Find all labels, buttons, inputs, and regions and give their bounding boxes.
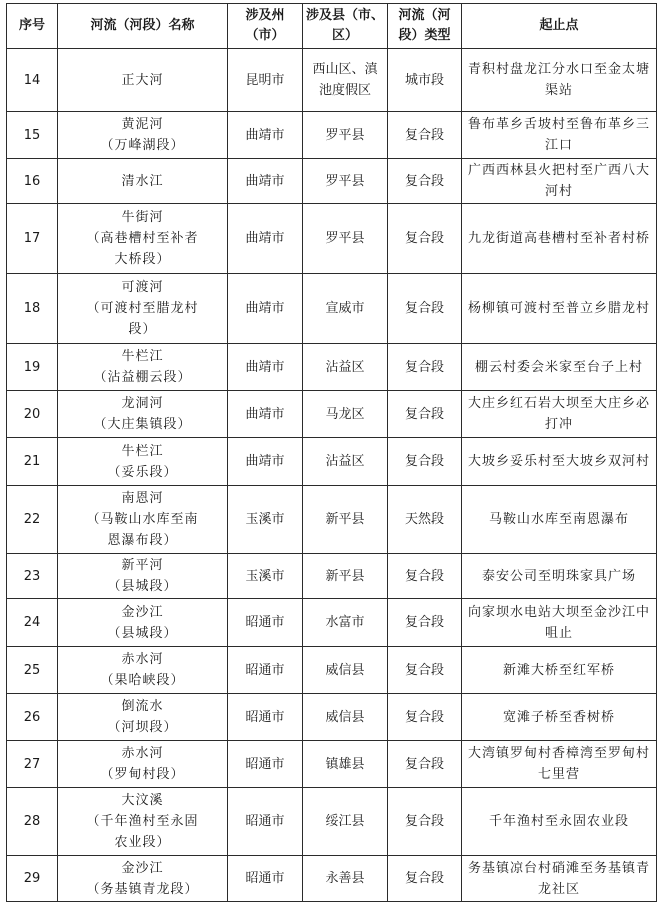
county-cell: 宣威市 xyxy=(303,274,388,344)
river-name-line: 可渡河 xyxy=(121,280,164,295)
prefecture-cell: 昭通市 xyxy=(228,856,303,902)
prefecture-cell: 昆明市 xyxy=(228,49,303,112)
table-row xyxy=(7,554,657,599)
table-row xyxy=(7,438,657,486)
row-index: 14 xyxy=(7,49,58,112)
river-name-line: （县城段） xyxy=(107,625,178,641)
start-end-cell: 大湾镇罗甸村香樟湾至罗甸村七里营 xyxy=(462,741,657,788)
county-cell: 罗平县 xyxy=(303,204,388,274)
county-cell: 新平县 xyxy=(303,554,388,599)
river-name-line: 清水江 xyxy=(121,173,164,189)
start-end-cell: 泰安公司至明珠家具广场 xyxy=(462,554,657,599)
table-row xyxy=(7,49,657,112)
river-name-line: （马鞍山水库至南 xyxy=(86,512,199,527)
river-name xyxy=(58,554,228,599)
river-name-line: 倒流水 xyxy=(121,699,164,714)
table-row xyxy=(7,856,657,902)
river-name-line: （务基镇青龙段） xyxy=(86,881,199,897)
table-row xyxy=(7,344,657,391)
table-header-row xyxy=(7,4,657,49)
prefecture-cell: 玉溪市 xyxy=(228,486,303,554)
river-name-line: （罗甸村段） xyxy=(100,767,185,782)
row-index: 22 xyxy=(7,486,58,554)
river-name-line: 龙洞河 xyxy=(121,396,164,411)
county-cell: 沾益区 xyxy=(303,438,388,486)
row-index: 23 xyxy=(7,554,58,599)
start-end-cell: 青积村盘龙江分水口至金太塘渠站 xyxy=(462,49,657,112)
header-type: 河流（河段）类型 xyxy=(388,4,462,49)
segment-type-cell: 复合段 xyxy=(388,694,462,741)
segment-type-cell: 复合段 xyxy=(388,599,462,647)
table-row xyxy=(7,112,657,159)
river-name-line: 大汶溪 xyxy=(121,793,164,808)
prefecture-cell: 曲靖市 xyxy=(228,159,303,204)
header-prefecture: 涉及州（市） xyxy=(228,4,303,49)
prefecture-cell: 昭通市 xyxy=(228,599,303,647)
start-end-cell: 向家坝水电站大坝至金沙江中咀止 xyxy=(462,599,657,647)
segment-type-cell: 复合段 xyxy=(388,438,462,486)
row-index: 24 xyxy=(7,599,58,647)
start-end-cell: 杨柳镇可渡村至普立乡腊龙村 xyxy=(462,274,657,344)
river-name-line: （妥乐段） xyxy=(107,464,178,480)
segment-type-cell: 城市段 xyxy=(388,49,462,112)
river-name-line: （县城段） xyxy=(107,579,178,594)
start-end-cell: 鲁布革乡舌坡村至鲁布革乡三江口 xyxy=(462,112,657,159)
segment-type-cell: 复合段 xyxy=(388,788,462,856)
table-row xyxy=(7,159,657,204)
river-name-line: 赤水河 xyxy=(121,652,164,667)
river-name-line: 赤水河 xyxy=(121,746,164,761)
header-county: 涉及县（市、区） xyxy=(303,4,388,49)
river-name-line: 牛栏江 xyxy=(121,443,164,459)
table-row xyxy=(7,788,657,856)
row-index: 28 xyxy=(7,788,58,856)
segment-type-cell: 复合段 xyxy=(388,159,462,204)
prefecture-cell: 昭通市 xyxy=(228,694,303,741)
county-cell: 水富市 xyxy=(303,599,388,647)
county-cell: 威信县 xyxy=(303,694,388,741)
segment-type-cell: 复合段 xyxy=(388,856,462,902)
table-row xyxy=(7,274,657,344)
segment-type-cell: 天然段 xyxy=(388,486,462,554)
river-segment-table xyxy=(6,3,657,902)
river-name-line: （河坝段） xyxy=(107,720,178,735)
start-end-cell: 棚云村委会米家至台子上村 xyxy=(462,344,657,391)
prefecture-cell: 曲靖市 xyxy=(228,391,303,438)
river-name xyxy=(58,274,228,344)
start-end-cell: 大坡乡妥乐村至大坡乡双河村 xyxy=(462,438,657,486)
river-name-line: 正大河 xyxy=(121,72,164,88)
river-name-line: 段） xyxy=(128,322,157,337)
river-name-line: （大庄集镇段） xyxy=(93,417,192,432)
prefecture-cell: 玉溪市 xyxy=(228,554,303,599)
river-name-line: 牛街河 xyxy=(121,210,164,225)
county-cell: 新平县 xyxy=(303,486,388,554)
prefecture-cell: 昭通市 xyxy=(228,788,303,856)
river-name-line: 金沙江 xyxy=(121,860,164,876)
river-name-line: 农业段） xyxy=(114,835,171,850)
segment-type-cell: 复合段 xyxy=(388,647,462,694)
river-name-line: （千年渔村至永固 xyxy=(86,814,199,829)
start-end-cell: 宽滩子桥至香树桥 xyxy=(462,694,657,741)
header-range: 起止点 xyxy=(462,4,657,49)
river-name xyxy=(58,391,228,438)
county-cell: 西山区、滇池度假区 xyxy=(303,49,388,112)
table-row xyxy=(7,694,657,741)
river-name xyxy=(58,741,228,788)
row-index: 25 xyxy=(7,647,58,694)
river-name-line: 黄泥河 xyxy=(121,117,164,132)
start-end-cell: 广西西林县火把村至广西八大河村 xyxy=(462,159,657,204)
start-end-cell: 马鞍山水库至南恩瀑布 xyxy=(462,486,657,554)
river-name-line: （可渡村至腊龙村 xyxy=(86,301,199,316)
start-end-cell: 大庄乡红石岩大坝至大庄乡必打冲 xyxy=(462,391,657,438)
river-name xyxy=(58,49,228,112)
river-name-line: （果哈峡段） xyxy=(100,673,185,688)
table-body xyxy=(7,49,657,902)
header-name: 河流（河段）名称 xyxy=(58,4,228,49)
table-row xyxy=(7,204,657,274)
river-name xyxy=(58,159,228,204)
river-name xyxy=(58,647,228,694)
row-index: 17 xyxy=(7,204,58,274)
river-name xyxy=(58,599,228,647)
row-index: 18 xyxy=(7,274,58,344)
river-name xyxy=(58,344,228,391)
county-cell: 罗平县 xyxy=(303,112,388,159)
river-name xyxy=(58,856,228,902)
segment-type-cell: 复合段 xyxy=(388,274,462,344)
county-cell: 马龙区 xyxy=(303,391,388,438)
prefecture-cell: 曲靖市 xyxy=(228,438,303,486)
segment-type-cell: 复合段 xyxy=(388,112,462,159)
row-index: 15 xyxy=(7,112,58,159)
river-name-line: 恩瀑布段） xyxy=(107,533,178,548)
river-name xyxy=(58,438,228,486)
county-cell: 绥江县 xyxy=(303,788,388,856)
prefecture-cell: 曲靖市 xyxy=(228,204,303,274)
prefecture-cell: 曲靖市 xyxy=(228,112,303,159)
river-name-line: （高巷槽村至补者 xyxy=(86,231,199,246)
start-end-cell: 务基镇凉台村硝滩至务基镇青龙社区 xyxy=(462,856,657,902)
river-name-line: （万峰湖段） xyxy=(100,138,185,153)
header-index: 序号 xyxy=(7,4,58,49)
river-name-line: 牛栏江 xyxy=(121,349,164,364)
county-cell: 镇雄县 xyxy=(303,741,388,788)
river-name xyxy=(58,486,228,554)
river-name xyxy=(58,694,228,741)
segment-type-cell: 复合段 xyxy=(388,344,462,391)
river-name-line: 南恩河 xyxy=(121,491,164,506)
river-table-container xyxy=(6,3,656,902)
segment-type-cell: 复合段 xyxy=(388,554,462,599)
row-index: 29 xyxy=(7,856,58,902)
row-index: 21 xyxy=(7,438,58,486)
row-index: 20 xyxy=(7,391,58,438)
row-index: 19 xyxy=(7,344,58,391)
river-name-line: 金沙江 xyxy=(121,604,164,620)
table-row xyxy=(7,741,657,788)
row-index: 26 xyxy=(7,694,58,741)
prefecture-cell: 曲靖市 xyxy=(228,274,303,344)
county-cell: 沾益区 xyxy=(303,344,388,391)
start-end-cell: 九龙街道高巷槽村至补者村桥 xyxy=(462,204,657,274)
prefecture-cell: 昭通市 xyxy=(228,741,303,788)
river-name-line: 新平河 xyxy=(121,558,164,573)
river-name xyxy=(58,112,228,159)
row-index: 27 xyxy=(7,741,58,788)
river-name-line: 大桥段） xyxy=(114,252,171,267)
row-index: 16 xyxy=(7,159,58,204)
county-cell: 罗平县 xyxy=(303,159,388,204)
start-end-cell: 新滩大桥至红军桥 xyxy=(462,647,657,694)
county-cell: 永善县 xyxy=(303,856,388,902)
segment-type-cell: 复合段 xyxy=(388,741,462,788)
start-end-cell: 千年渔村至永固农业段 xyxy=(462,788,657,856)
river-name xyxy=(58,788,228,856)
river-name-line: （沾益棚云段） xyxy=(93,370,192,385)
table-row xyxy=(7,599,657,647)
prefecture-cell: 曲靖市 xyxy=(228,344,303,391)
segment-type-cell: 复合段 xyxy=(388,391,462,438)
segment-type-cell: 复合段 xyxy=(388,204,462,274)
table-row xyxy=(7,486,657,554)
river-name xyxy=(58,204,228,274)
prefecture-cell: 昭通市 xyxy=(228,647,303,694)
county-cell: 威信县 xyxy=(303,647,388,694)
table-row xyxy=(7,647,657,694)
table-row xyxy=(7,391,657,438)
